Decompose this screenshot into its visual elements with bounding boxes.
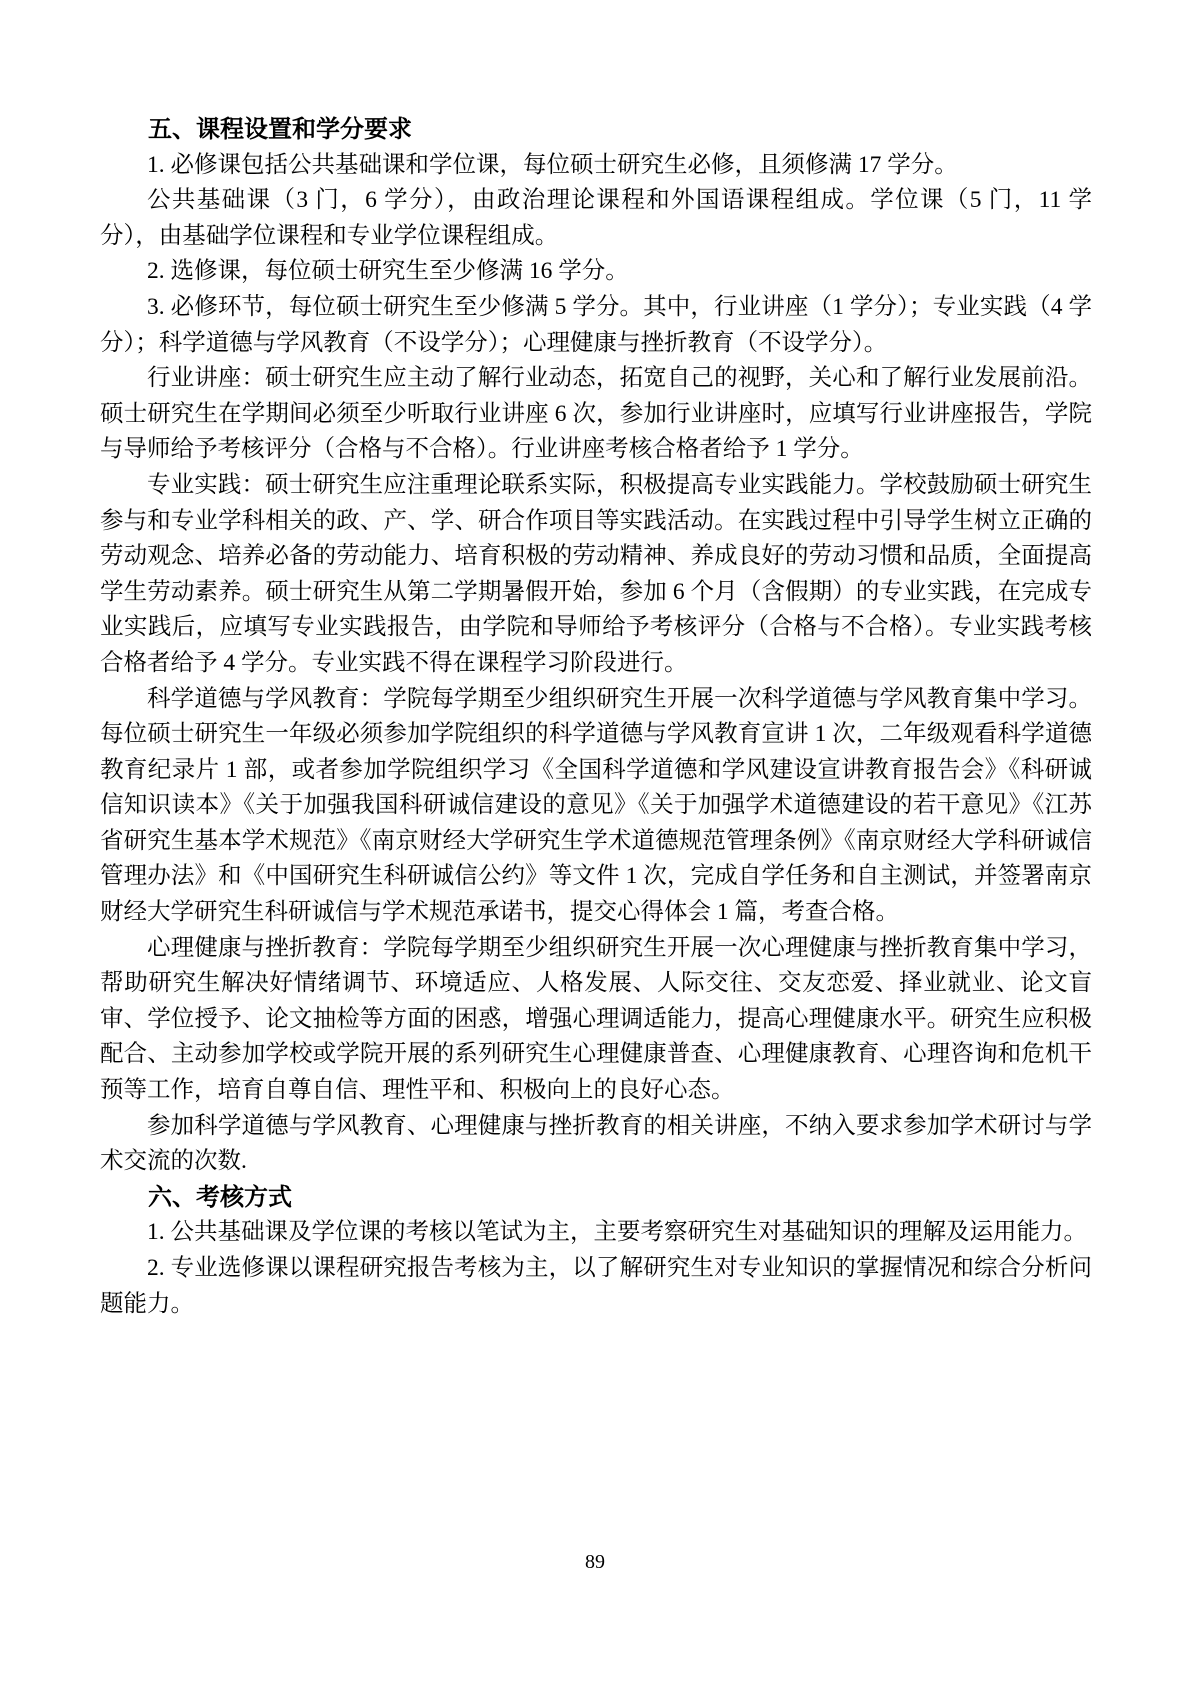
paragraph-scientific-ethics-education: 科学道德与学风教育：学院每学期至少组织研究生开展一次科学道德与学风教育集中学习。每位硕士研究生一年级必须参加学院组织的科学道德与学风教育宣讲 1 次，二年级观看科学道德教育纪录片 1 部，或者参加学院组织学习《全国科学道德和学风建设宣讲教育报告会》《科研诚信知识读本》《关于加强我国科研诚信建设的意见》《关于加强学术道德建设的若干意见》《江苏省研究生基本学术规范》《南京财经大学研究生学术道德规范管理条例》《南京财经大学科研诚信管理办法》和《中国研究生科研诚信公约》等文件 1 次，完成自学任务和自主测试，并签署南京财经大学研究生科研诚信与学术规范承诺书，提交心得体会 1 篇，考查合格。 bbox=[100, 685, 1092, 926]
document-content bbox=[100, 112, 1092, 1322]
paragraph-industry-lectures: 行业讲座：硕士研究生应主动了解行业动态，拓宽自己的视野，关心和了解行业发展前沿。硕士研究生在学期间必须至少听取行业讲座 6 次，参加行业讲座时，应填写行业讲座报告，学院与导师给予考核评分（合格与不合格）。行业讲座考核合格者给予 1 学分。 bbox=[100, 365, 1092, 463]
section-heading-course-setup-and-credits: 五、课程设置和学分要求 bbox=[148, 116, 412, 143]
paragraph-elective-course-assessment: 2. 专业选修课以课程研究报告考核为主，以了解研究生对专业知识的掌握情况和综合分析问题能力。 bbox=[100, 1255, 1092, 1317]
paragraph-mental-health-education: 心理健康与挫折教育：学院每学期至少组织研究生开展一次心理健康与挫折教育集中学习，帮助研究生解决好情绪调节、环境适应、人格发展、人际交往、交友恋爱、择业就业、论文盲审、学位授予、论文抽检等方面的困惑，增强心理调适能力，提高心理健康水平。研究生应积极配合、主动参加学校或学院开展的系列研究生心理健康普查、心理健康教育、心理咨询和危机干预等工作，培育自尊自信、理性平和、积极向上的良好心态。 bbox=[100, 934, 1092, 1104]
paragraph-lecture-count-exclusion: 参加科学道德与学风教育、心理健康与挫折教育的相关讲座，不纳入要求参加学术研讨与学术交流的次数. bbox=[100, 1112, 1092, 1175]
page-number: 89 bbox=[585, 1551, 605, 1573]
paragraph-written-exam-assessment: 1. 公共基础课及学位课的考核以笔试为主，主要考察研究生对基础知识的理解及运用能力。 bbox=[147, 1219, 1087, 1246]
paragraph-required-courses: 1. 必修课包括公共基础课和学位课，每位硕士研究生必修，且须修满 17 学分。 bbox=[147, 151, 958, 178]
paragraph-public-basic-and-degree-courses: 公共基础课（3 门，6 学分），由政治理论课程和外国语课程组成。学位课（5 门，11 学分），由基础学位课程和专业学位课程组成。 bbox=[100, 187, 1092, 249]
paragraph-required-segments: 3. 必修环节，每位硕士研究生至少修满 5 学分。其中，行业讲座（1 学分）；专业实践（4 学分）；科学道德与学风教育（不设学分）；心理健康与挫折教育（不设学分）。 bbox=[100, 293, 1092, 356]
paragraph-professional-practice: 专业实践：硕士研究生应注重理论联系实际，积极提高专业实践能力。学校鼓励硕士研究生参与和专业学科相关的政、产、学、研合作项目等实践活动。在实践过程中引导学生树立正确的劳动观念、培养必备的劳动能力、培育积极的劳动精神、养成良好的劳动习惯和品质，全面提高学生劳动素养。硕士研究生从第二学期暑假开始，参加 6 个月（含假期）的专业实践，在完成专业实践后，应填写专业实践报告，由学院和导师给予考核评分（合格与不合格）。专业实践考核合格者给予 4 学分。专业实践不得在课程学习阶段进行。 bbox=[100, 471, 1092, 676]
section-heading-assessment-methods: 六、考核方式 bbox=[148, 1183, 292, 1211]
paragraph-elective-courses: 2. 选修课，每位硕士研究生至少修满 16 学分。 bbox=[147, 258, 629, 285]
